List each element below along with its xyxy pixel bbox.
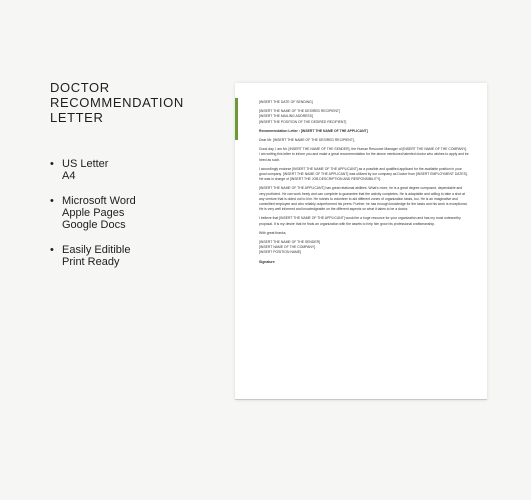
feature-text: Microsoft Word	[62, 195, 136, 207]
title-line-1: DOCTOR	[50, 80, 110, 95]
feature-item-editable	[50, 244, 230, 268]
letter-closing: With great thanks,	[259, 230, 287, 235]
letter-paragraph: I believe that [INSERT THE NAME OF THE APPLICANT] would be a huge resource for your organization and has my most noteworthy proposal. It is my desire that he finds an organization with the assets to help him grow his professional craftsmanship.	[259, 216, 461, 226]
bullet-icon: •	[50, 158, 54, 170]
letter-body	[259, 100, 469, 269]
feature-item-format	[50, 158, 230, 182]
feature-text: US Letter	[62, 158, 109, 170]
recipient-line: [INSERT THE MAILING ADDRESS]	[259, 114, 313, 119]
title-line-2: RECOMMENDATION LETTER	[50, 95, 184, 125]
recipient-line: [INSERT THE POSITION OF THE DESIRED RECIPIENT]	[259, 119, 347, 124]
letter-preview	[235, 83, 487, 400]
sender-line: [INSERT NAME OF THE COMPANY]	[259, 245, 316, 250]
bullet-icon: •	[50, 244, 54, 256]
letter-recipient-block	[259, 109, 469, 125]
feature-list	[50, 158, 230, 268]
letter-signature-label: Signature	[259, 259, 275, 264]
feature-text: Print Ready	[62, 256, 120, 268]
letter-subject: Recommendation Letter : [INSERT THE NAME OF THE APPLICANT]	[259, 128, 368, 133]
feature-text: Google Docs	[62, 219, 126, 231]
sender-line: [INSERT THE NAME OF THE SENDER]	[259, 240, 320, 245]
feature-text: Apple Pages	[62, 207, 125, 219]
letter-date: [INSERT THE DATE OF SENDING]	[259, 100, 313, 104]
letter-paragraph: I accordingly endorse [INSERT THE NAME OF THE APPLICANT] as a possible and qualified applicant for the available position in your good company. [INSERT THE NAME OF THE APPLICANT] was utilized by our company as Doctor from [INSERT EMPLOYMENT DATES]. He was in charge of [INSERT THE JOB DESCRIPTION AND RESPONSIBILITY].	[259, 166, 468, 182]
feature-text: A4	[62, 170, 76, 182]
letter-salutation: Dear Mr. [INSERT THE NAME OF THE DESIRED RECIPIENT],	[259, 138, 355, 143]
feature-item-apps	[50, 195, 230, 231]
letter-paragraph: Good day, I am Mr. [INSERT THE NAME OF THE SENDER], the Human Resource Manager of [INSERT THE NAME OF THE COMPANY]. I am writing this letter to inform you and make a great recommendation for the above mentioned talented doctor who wishes to apply and be hired as such.	[259, 147, 469, 162]
bullet-icon: •	[50, 195, 54, 207]
feature-text: Easily Editible	[62, 244, 131, 256]
document-title	[50, 80, 230, 125]
left-panel	[50, 80, 230, 281]
letter-sender-block	[259, 240, 469, 256]
recipient-line: [INSERT THE NAME OF THE DESIRED RECIPIENT]	[259, 109, 340, 114]
sender-line: [INSERT POSITION NAME]	[259, 250, 302, 255]
letter-paragraph: [INSERT THE NAME OF THE APPLICANT] has great relational abilities. What's more, he is a great degree composed, dependable and very proficient. He can work freely and can complete to guarantee that the activity completes. He is adaptable and willing to take a shot at any venture that is doled out to him. He rushes to volunteer to aid different zones of organization tasks, too. He is an imaginative and committed employee and who reliably outperformed his peers. Further, he has enough knowledge for the tasks and his work is exceptional. He is very well informed and knowledgeable on the different aspects on what it takes to be a doctor.	[259, 186, 468, 212]
accent-bar	[235, 98, 238, 140]
